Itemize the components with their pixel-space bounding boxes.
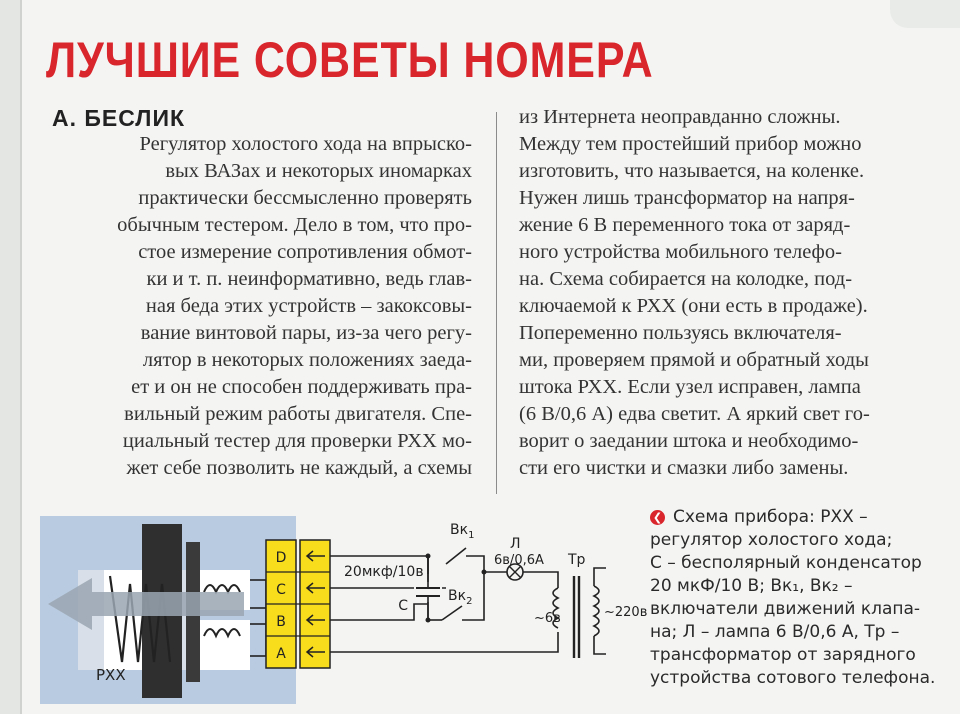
caption-line: на; Л – лампа 6 В/0,6 А, Тр – <box>650 622 900 642</box>
text-line: изготовить, что называется, на коленке. <box>519 160 865 182</box>
text-line: практически бессмысленно проверять <box>138 187 472 209</box>
diagram-caption <box>650 506 950 690</box>
text-line: ет и он не способен поддерживать пра- <box>131 376 472 398</box>
page-corner <box>890 0 960 28</box>
text-line: ключаемой к РХХ (они есть в продаже). <box>519 295 868 317</box>
text-line: жение 6 В переменного тока от заряд- <box>519 214 851 236</box>
text-line: ная беда этих устройств – закоксовы- <box>145 295 472 317</box>
primary-voltage: ~220в <box>604 605 648 620</box>
text-line: штока РХХ. Если узел исправен, лампа <box>519 376 861 398</box>
device-label: РХХ <box>96 666 126 684</box>
pin-b-label: B <box>276 614 286 630</box>
switch-2-label: $Вк_2$ <box>448 588 473 607</box>
text-line: Между тем простейший прибор можно <box>519 133 862 155</box>
headline: ЛУЧШИЕ СОВЕТЫ НОМЕРА <box>46 32 654 88</box>
text-line: Попеременно пользуясь включателя- <box>519 322 842 344</box>
caption-line: трансформатор от зарядного <box>650 645 916 665</box>
author-name: А. БЕСЛИК <box>52 105 186 131</box>
text-line: (6 В/0,6 А) едва светит. А яркий свет го- <box>519 403 870 425</box>
caption-line: С – бесполярный конденсатор <box>650 553 922 573</box>
text-line: ного устройства мобильного телефо- <box>519 241 842 263</box>
caption-line: регулятор холостого хода; <box>650 530 893 550</box>
article-column-right <box>519 104 944 482</box>
circuit-diagram <box>38 512 650 708</box>
page-gutter <box>0 0 22 714</box>
text-line: вание винтовой пары, из-за чего регу- <box>140 322 472 344</box>
transformer <box>553 568 606 658</box>
text-line: Нужен лишь трансформатор на напря- <box>519 187 855 209</box>
pin-d-label: D <box>275 550 287 566</box>
article-column-left <box>52 131 472 482</box>
text-line: стое измерение сопротивления обмот- <box>138 241 472 263</box>
text-line: жет себе позволить не каждый, а схемы <box>126 457 472 479</box>
caption-line: устройства сотового телефона. <box>650 668 936 688</box>
caption-line: включатели движений клапа- <box>650 599 921 619</box>
pin-a-label: A <box>276 646 286 662</box>
connector-block <box>266 540 330 668</box>
text-line: вильный режим работы двигателя. Спе- <box>124 403 472 425</box>
lamp-label: Л <box>510 536 521 552</box>
chevron-left-icon: ❮ <box>650 510 665 525</box>
caption-line: 20 мкФ/10 В; Вк₁, Вк₂ – <box>650 576 853 596</box>
text-line: ворит о заедании штока и необходимо- <box>519 430 859 452</box>
transformer-label: Тр <box>568 552 586 568</box>
text-line: лятор в некоторых положениях заеда- <box>142 349 472 371</box>
column-divider <box>496 112 497 494</box>
text-line: из Интернета неоправданно сложны. <box>519 106 841 128</box>
capacitor-label: C <box>398 598 408 614</box>
text-line: ки и т. п. неинформативно, ведь глав- <box>146 268 472 290</box>
text-line: циальный тестер для проверки РХХ мо- <box>122 430 472 452</box>
text-line: Регулятор холостого хода на впрыско- <box>139 133 472 155</box>
switch-1-label: $Вк_1$ <box>450 522 475 541</box>
lamp-value: 6в/0,6А <box>494 553 544 568</box>
caption-line: ❮ Схема прибора: РХХ – <box>650 506 950 529</box>
text-line: обычным тестером. Дело в том, что про- <box>117 214 472 236</box>
pin-c-label: C <box>276 582 286 598</box>
text-line: на. Схема собирается на колодке, под- <box>519 268 853 290</box>
text-line: сти его чистки и смазки либо замены. <box>519 457 849 479</box>
text-line: ми, проверяем прямой и обратный ходы <box>519 349 869 371</box>
text-line: вых ВАЗах и некоторых иномарках <box>165 160 472 182</box>
secondary-voltage: ~6в <box>534 611 561 626</box>
capacitor-value: 20мкф/10в <box>344 564 424 580</box>
